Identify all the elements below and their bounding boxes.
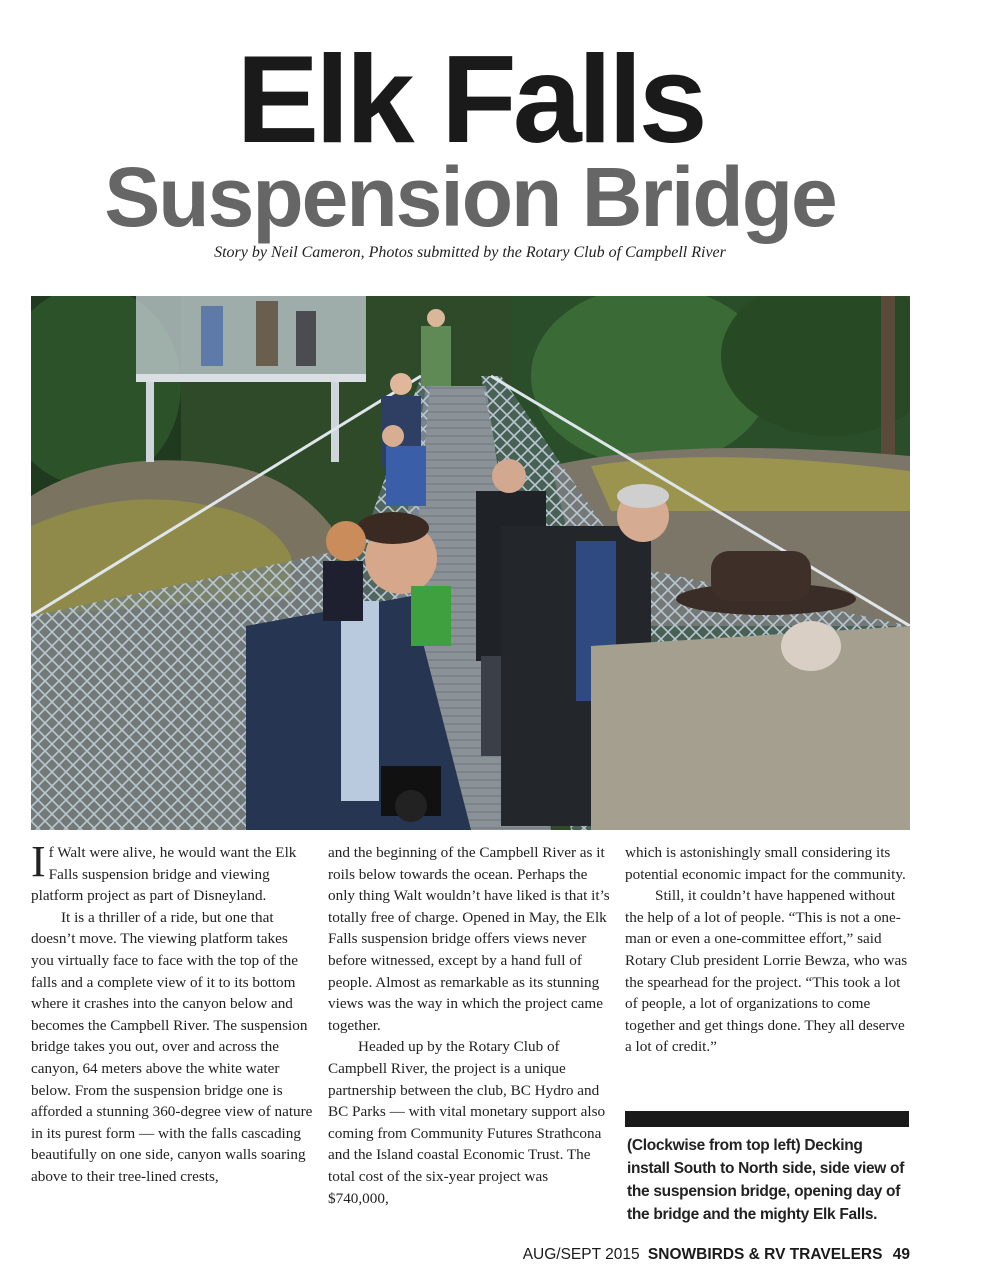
paragraph: f Walt were alive, he would want the Elk Falls suspension bridge and viewing platform project as part of Disneyland. <box>31 844 297 905</box>
issue-date: AUG/SEPT 2015 <box>522 1246 640 1263</box>
bridge-photo <box>31 296 910 830</box>
article-column-3 <box>625 842 909 1058</box>
magazine-name: SNOWBIRDS & RV TRAVELERS <box>647 1246 883 1263</box>
paragraph: It is a thriller of a ride, but one that doesn’t move. The viewing platform takes you virtually face to face with the top of the falls and a complete view of it to its bottom where it crashes into the canyon below and becomes the Campbell River. The suspension bridge takes you out, over and across the canyon, 64 meters above the white water below. From the suspension bridge one is afforded a stunning 360-degree view of nature in its purest form — with the falls cascading beautifully on one side, canyon walls soaring above to their tree-lined crests, <box>31 908 313 1185</box>
headline: Elk Falls <box>236 31 704 169</box>
paragraph: and the beginning of the Campbell River as it roils below towards the ocean. Perhaps the only thing Walt wouldn’t have liked is that it’s totally free of charge. Opened in May, the Elk Falls suspension bridge offers views never before witnessed, except by a hand full of people. Almost as remarkable as its stunning views was the way in which the project came together. <box>328 844 610 1034</box>
page-footer <box>523 1246 910 1264</box>
page-number: 49 <box>892 1246 910 1263</box>
article-column-2 <box>328 842 610 1209</box>
caption-divider <box>625 1111 909 1127</box>
byline: Story by Neil Cameron, Photos submitted by the Rotary Club of Campbell River <box>214 244 726 261</box>
subheadline: Suspension Bridge <box>104 150 836 244</box>
article-column-1 <box>31 837 313 1188</box>
paragraph: Headed up by the Rotary Club of Campbell River, the project is a unique partnership between the club, BC Hydro and BC Parks — with vital monetary support also coming from Community Futures Strathcona and the Island coastal Economic Trust. The total cost of the six-year project was $740,000, <box>328 1038 606 1207</box>
photo-caption: (Clockwise from top left) Decking install South to North side, side view of the suspension bridge, opening day of the bridge and the mighty Elk Falls. <box>627 1137 905 1223</box>
drop-cap: I <box>31 837 46 886</box>
paragraph: which is astonishingly small considering its potential economic impact for the community. <box>625 844 906 883</box>
paragraph: Still, it couldn’t have happened without the help of a lot of people. “This is not a one-man or even a one-committee effort,” said Rotary Club president Lorrie Bewza, who was the spearhead for the project. “This took a lot of people, a lot of organizations to come together and get things done. They all deserve a lot of credit.” <box>625 887 908 1056</box>
